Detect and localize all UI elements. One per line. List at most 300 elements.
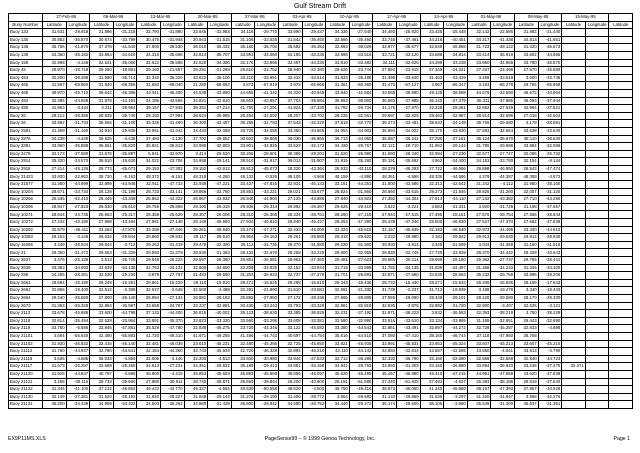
value-cell: 32.176 [231,59,255,67]
value-cell: 38.251 [184,105,208,113]
value-cell: -42.565 [444,348,468,356]
value-cell: -3.148 [66,234,90,242]
value-cell: -18.718 [66,67,90,75]
value-cell: 33.437 [231,181,255,189]
value-cell: -33.610 [397,317,421,325]
value-cell [562,310,586,318]
value-cell: 32.892 [420,302,444,310]
value-cell: 32.324 [326,226,350,234]
value-cell: 34.503 [137,401,161,409]
value-cell [609,143,633,151]
value-cell: 29.930 [373,241,397,249]
value-cell: 43.110 [326,348,350,356]
value-cell: 27.800 [90,294,114,302]
value-cell: -49.310 [161,332,185,340]
value-cell: -15.190 [66,279,90,287]
value-cell [609,82,633,90]
value-cell: -37.461 [397,36,421,44]
value-cell: -35.182 [66,51,90,59]
value-cell: -39.115 [66,378,90,386]
value-cell [585,82,609,90]
value-cell: -3.121 [538,302,562,310]
value-cell: 27.491 [420,378,444,386]
value-cell: -29.510 [208,234,232,242]
value-cell: -68.884 [208,82,232,90]
value-cell: 36.758 [515,332,539,340]
value-cell: 34.238 [43,135,67,143]
value-cell [585,127,609,135]
value-cell: 33.846 [90,325,114,333]
value-cell: -26.360 [208,257,232,265]
value-cell: 26.393 [467,378,491,386]
buoy-id-cell: Buoy 296 [9,272,43,280]
value-cell [609,89,633,97]
value-cell: -47.302 [161,165,185,173]
value-cell: 42.743 [184,348,208,356]
value-cell: 27.232 [467,196,491,204]
value-cell: -31.361 [538,401,562,409]
value-cell: 31.536 [420,393,444,401]
value-cell: -42.566 [161,97,185,105]
latitude-header: Latitude [184,21,208,29]
value-cell: -35.673 [538,44,562,52]
value-cell [538,332,562,340]
value-cell: 29.892 [279,203,303,211]
value-cell: -34.233 [491,264,515,272]
value-cell: 33.580 [326,317,350,325]
buoy-id-cell: Buoy 10204 [9,188,43,196]
value-cell: -29.141 [208,158,232,166]
value-cell: 35.756 [43,44,67,52]
table-row [9,105,633,113]
value-cell: -46.710 [66,89,90,97]
value-cell: -46.140 [113,340,137,348]
value-cell [609,386,633,394]
value-cell: -28.441 [538,257,562,265]
value-cell: 32.121 [373,143,397,151]
value-cell [562,317,586,325]
buoy-id-cell: Buoy 464 [9,74,43,82]
value-cell: 29.153 [137,165,161,173]
value-cell: 33.622 [184,74,208,82]
value-cell: 27.514 [420,196,444,204]
value-cell: -37.580 [66,150,90,158]
value-cell: 28.464 [231,112,255,120]
value-cell: 32.173 [43,150,67,158]
value-cell: 36.300 [184,120,208,128]
value-cell [609,310,633,318]
value-cell: -37.161 [444,135,468,143]
value-cell: 28.825 [90,112,114,120]
value-cell: -4.685 [113,370,137,378]
value-cell: 33.600 [231,355,255,363]
latitude-header: Latitude [90,21,114,29]
table-row [9,44,633,52]
value-cell: 34.360 [43,51,67,59]
value-cell [562,127,586,135]
value-cell: 28.428 [515,249,539,257]
value-cell: -45.324 [444,340,468,348]
value-cell: 33.383 [43,264,67,272]
value-cell: 31.971 [373,310,397,318]
value-cell [585,378,609,386]
value-cell [562,44,586,52]
value-cell [585,74,609,82]
value-cell: 35.587 [373,135,397,143]
value-cell: -36.888 [66,143,90,151]
value-cell: 33.998 [326,51,350,59]
value-cell [609,393,633,401]
value-cell: -46.888 [66,310,90,318]
value-cell: -46.950 [491,165,515,173]
buoy-number-header: Buoy Number [9,21,43,29]
value-cell: 35.174 [373,401,397,409]
value-cell: -28.754 [491,211,515,219]
value-cell: -44.346 [255,325,279,333]
value-cell: 33.160 [420,363,444,371]
buoy-id-cell: Buoy 26 [9,112,43,120]
buoy-id-cell: Buoy 2876 [9,135,43,143]
value-cell: -39.684 [302,97,326,105]
value-cell: -28.832 [208,363,232,371]
value-cell: -33.944 [302,264,326,272]
value-cell: -28.601 [255,150,279,158]
value-cell: 33.245 [515,363,539,371]
value-cell: 31.542 [279,36,303,44]
value-cell: 28.189 [515,279,539,287]
value-cell: 33.960 [467,59,491,67]
value-cell: -46.097 [302,370,326,378]
value-cell: -44.754 [302,332,326,340]
value-cell: 31.719 [326,264,350,272]
value-cell: -28.161 [444,211,468,219]
value-cell [609,317,633,325]
value-cell: -22.862 [66,173,90,181]
value-cell: 34.831 [184,97,208,105]
value-cell: -28.153 [208,294,232,302]
value-cell: 29.273 [420,188,444,196]
value-cell: 31.833 [326,74,350,82]
value-cell: 29.110 [184,279,208,287]
value-cell: -19.443 [538,287,562,295]
value-cell [585,241,609,249]
value-cell: 28.773 [90,165,114,173]
table-row [9,211,633,219]
value-cell: 29.970 [43,67,67,75]
value-cell: -28.340 [397,150,421,158]
value-cell: 29.593 [137,249,161,257]
value-cell: 45.572 [515,89,539,97]
value-cell: -46.495 [349,370,373,378]
value-cell: -29.693 [349,272,373,280]
value-cell [585,188,609,196]
value-cell: -15.610 [302,279,326,287]
value-cell [609,340,633,348]
value-cell [585,59,609,67]
value-cell: 36.140 [420,97,444,105]
value-cell: -61.689 [349,378,373,386]
value-cell: -44.272 [444,325,468,333]
value-cell [585,386,609,394]
value-cell: -32.955 [349,249,373,257]
value-cell: -40.949 [302,89,326,97]
value-cell [562,29,586,37]
value-cell: -29.190 [255,393,279,401]
value-cell: 27.129 [279,196,303,204]
value-cell: -32.881 [208,302,232,310]
value-cell: -31.846 [444,188,468,196]
value-cell: 35.616 [326,332,350,340]
value-cell: 28.898 [467,165,491,173]
value-cell: 31.276 [231,393,255,401]
value-cell: -29.206 [538,272,562,280]
value-cell: -27.521 [538,105,562,113]
table-row [9,150,633,158]
value-cell [562,226,586,234]
value-cell: -29.319 [208,203,232,211]
value-cell: 37.080 [373,332,397,340]
table-row [9,51,633,59]
value-cell: -45.935 [349,340,373,348]
value-cell: -4.890 [349,173,373,181]
value-cell: -41.651 [538,36,562,44]
value-cell: 3.249 [43,241,67,249]
buoy-id-cell: Buoy 2661 [9,279,43,287]
value-cell: -35.460 [302,36,326,44]
value-cell: 34.420 [326,143,350,151]
value-cell: 29.288 [279,279,303,287]
value-cell: -28.591 [538,120,562,128]
value-cell: -27.823 [66,203,90,211]
value-cell: 29.443 [515,317,539,325]
value-cell: -28.114 [397,257,421,265]
latitude-header: Latitude [467,21,491,29]
date-header: 01-May-95 [467,14,514,22]
value-cell: 33.960 [43,143,67,151]
value-cell: 29.913 [467,234,491,242]
value-cell: -33.677 [302,188,326,196]
value-cell: -36.920 [491,363,515,371]
value-cell: 35.189 [231,363,255,371]
latitude-header: Latitude [515,21,539,29]
value-cell: 28.229 [373,165,397,173]
value-cell: -25.448 [444,29,468,37]
latitude-header: Latitude [420,21,444,29]
value-cell: 33.991 [231,51,255,59]
value-cell: -31.260 [491,188,515,196]
buoy-id-cell: Buoy 21102 [9,340,43,348]
value-cell: 26.335 [43,196,67,204]
value-cell: -31.369 [491,241,515,249]
value-cell: -31.120 [538,188,562,196]
value-cell: -29.772 [302,393,326,401]
value-cell [609,127,633,135]
value-cell [609,105,633,113]
value-cell: -35.570 [538,59,562,67]
value-cell: -32.760 [208,188,232,196]
value-cell: 33.801 [231,143,255,151]
value-cell: 42.228 [420,105,444,113]
value-cell: -23.744 [349,67,373,75]
table-row [9,36,633,44]
value-cell [585,363,609,371]
value-cell: -32.590 [444,355,468,363]
latitude-header: Latitude [373,21,397,29]
value-cell [585,287,609,295]
value-cell: 33.629 [90,264,114,272]
value-cell: 42.780 [90,348,114,356]
value-cell: -46.036 [161,340,185,348]
value-cell: 28.120 [467,294,491,302]
value-cell: 29.851 [231,257,255,265]
value-cell: 32.897 [420,325,444,333]
value-cell: 31.590 [90,74,114,82]
value-cell: 28.163 [43,234,67,242]
value-cell: 29.478 [184,241,208,249]
date-header: 13-Mar-95 [137,14,184,22]
value-cell: -27.629 [491,105,515,113]
value-cell: 28.866 [184,188,208,196]
value-cell: -44.387 [491,173,515,181]
value-cell: -46.650 [208,219,232,227]
value-cell: -35.792 [255,44,279,52]
value-cell: -43.886 [302,196,326,204]
value-cell: -33.158 [302,363,326,371]
value-cell: -21.557 [161,67,185,75]
value-cell: -28.610 [113,203,137,211]
value-cell: -27.945 [161,105,185,113]
value-cell: 45.856 [279,370,303,378]
value-cell: 31.800 [373,181,397,189]
value-cell [562,272,586,280]
value-cell: 32.005 [137,355,161,363]
buoy-id-cell: Buoy 10271 [9,211,43,219]
value-cell: 32.432 [279,74,303,82]
value-cell: 32.200 [184,355,208,363]
value-cell: -37.379 [444,97,468,105]
value-cell: -32.793 [255,120,279,128]
value-cell: 28.853 [231,188,255,196]
value-cell: 27.880 [137,378,161,386]
value-cell: 29.962 [279,257,303,265]
value-cell: 33.884 [515,143,539,151]
value-cell: 31.780 [43,348,67,356]
value-cell: -32.770 [349,120,373,128]
value-cell: -69.960 [66,82,90,90]
value-cell: 48.318 [184,173,208,181]
value-cell: 33.721 [373,51,397,59]
value-cell: 29.830 [90,203,114,211]
value-cell [585,36,609,44]
value-cell: 27.695 [326,294,350,302]
table-row [9,249,633,257]
value-cell: 3.879 [137,272,161,280]
value-cell: 32.497 [279,59,303,67]
value-cell: -43.110 [349,165,373,173]
value-cell: 33.821 [326,340,350,348]
value-cell: 49.530 [231,386,255,394]
value-cell: 30.389 [279,150,303,158]
value-cell: 3.632 [420,310,444,318]
value-cell: -25.732 [538,150,562,158]
value-cell: -31.419 [161,241,185,249]
value-cell: -34.965 [491,59,515,67]
value-cell: 34.434 [184,127,208,135]
value-cell: 38.274 [373,120,397,128]
value-cell: -27.360 [302,257,326,265]
value-cell: 26.946 [231,196,255,204]
table-row [9,348,633,356]
value-cell: 35.191 [373,158,397,166]
date-header: 08-May-95 [515,14,562,22]
value-cell: 28.733 [90,378,114,386]
value-cell: 28.733 [373,279,397,287]
value-cell: 48.750 [326,386,350,394]
value-cell: -15.533 [444,279,468,287]
value-cell: 26.191 [326,378,350,386]
value-cell: -15.436 [349,279,373,287]
value-cell: -21.268 [208,67,232,75]
table-row [9,317,633,325]
value-cell: 32.281 [231,287,255,295]
value-cell: 33.610 [184,340,208,348]
value-cell: 35.821 [137,143,161,151]
value-cell: -33.702 [302,112,326,120]
value-cell: 49.423 [137,386,161,394]
value-cell: -28.580 [208,272,232,280]
buoy-id-cell: Buoy 10283 [9,234,43,242]
value-cell: 42.184 [137,348,161,356]
buoy-id-cell: Buoy 21131 [9,401,43,409]
value-cell: 27.392 [373,196,397,204]
value-cell: -47.346 [397,219,421,227]
value-cell: -46.920 [444,219,468,227]
value-cell: 42.911 [137,89,161,97]
value-cell: -27.148 [161,219,185,227]
value-cell [562,302,586,310]
value-cell: -34.131 [161,264,185,272]
value-cell: -42.410 [66,196,90,204]
value-cell: 26.881 [184,294,208,302]
value-cell: -29.314 [255,203,279,211]
value-cell [585,325,609,333]
buoy-id-cell: Buoy 485 [9,105,43,113]
buoy-id-cell: Buoy 2637 [9,257,43,265]
value-cell: -34.826 [255,143,279,151]
value-cell: 28.543 [515,165,539,173]
value-cell: -37.475 [538,363,562,371]
value-cell: 33.944 [279,355,303,363]
table-row [9,340,633,348]
value-cell: 41.782 [326,105,350,113]
value-cell: -33.598 [349,264,373,272]
value-cell: 27.495 [420,211,444,219]
value-cell: -43.364 [302,165,326,173]
value-cell [585,112,609,120]
value-cell [609,226,633,234]
value-cell: -26.223 [161,257,185,265]
value-cell: 32.416 [90,340,114,348]
value-cell: 26.852 [231,294,255,302]
value-cell: 27.662 [515,219,539,227]
value-cell: 32.480 [231,340,255,348]
value-cell: 26.550 [231,378,255,386]
value-cell: -35.460 [349,36,373,44]
table-row [9,386,633,394]
value-cell: 3.882 [420,203,444,211]
value-cell: -35.666 [161,51,185,59]
value-cell: -32.887 [444,112,468,120]
